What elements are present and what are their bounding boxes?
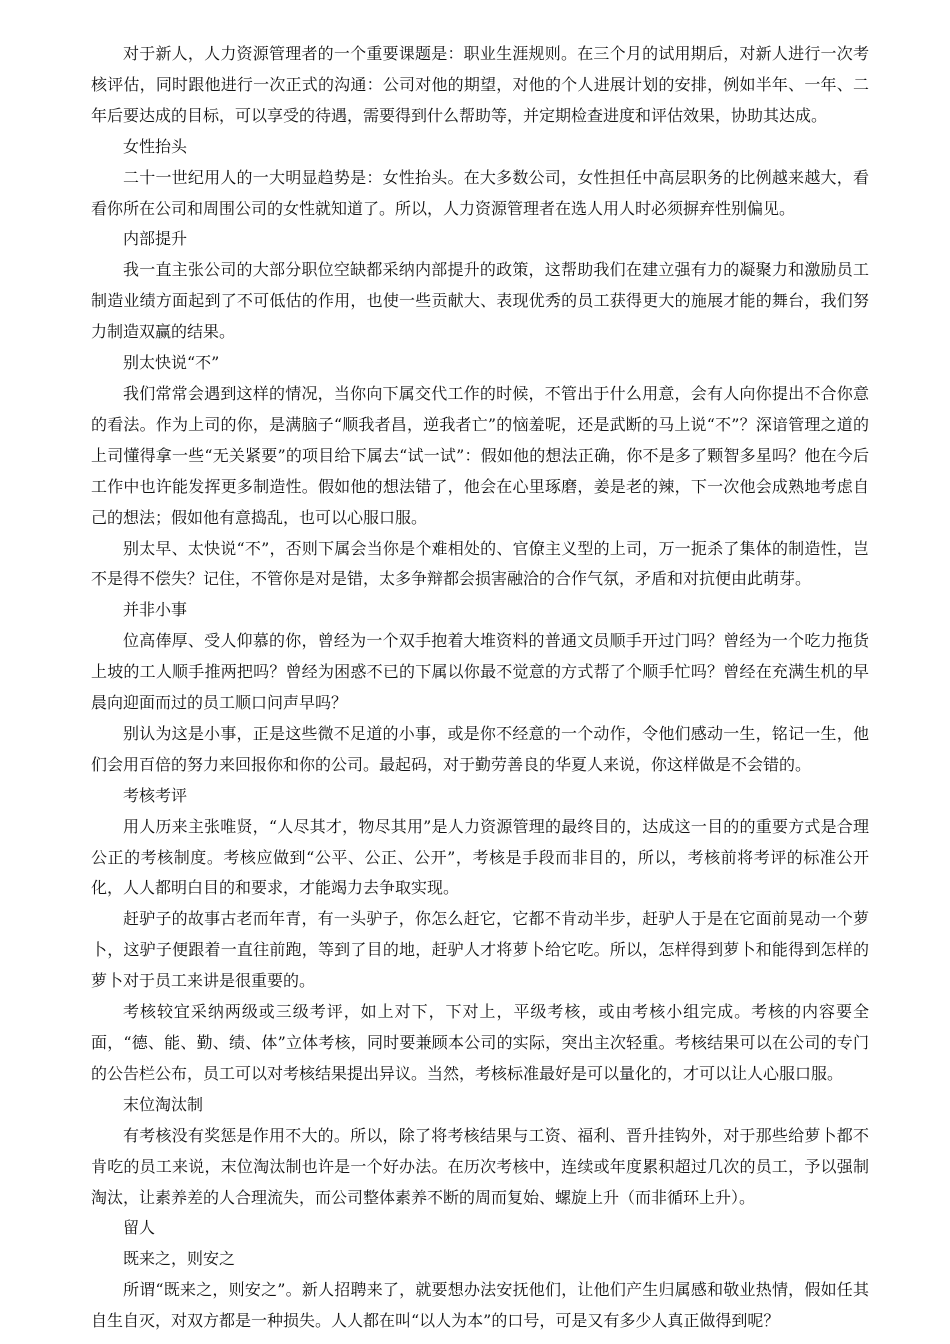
- document-page: [91, 39, 869, 1337]
- paragraph: 我们常常会遇到这样的情况，当你向下属交代工作的时候，不管出于什么用意，会有人向你提出不合你意的看法。作为上司的你，是满脑子“顺我者昌，逆我者亡”的恼羞呢，还是武断的马上说“不”？深谙管理之道的上司懂得拿一些“无关紧要”的项目给下属去“试一试”：假如他的想法正确，你不是多了颗智多星吗？他在今后工作中也许能发挥更多制造性。假如他的想法错了，他会在心里琢磨，姜是老的辣，下一次他会成熟地考虑自己的想法；假如他有意捣乱，也可以心服口服。: [91, 383, 869, 527]
- section-heading: 女性抬头: [123, 136, 188, 156]
- section-heading: 末位淘汰制: [123, 1094, 204, 1114]
- paragraph: 对于新人，人力资源管理者的一个重要课题是：职业生涯规则。在三个月的试用期后，对新人进行一次考核评估，同时跟他进行一次正式的沟通：公司对他的期望，对他的个人进展计划的安排，例如半年、一年、二年后要达成的目标，可以享受的待遇，需要得到什么帮助等，并定期检查进度和评估效果，协助其达成。: [91, 44, 869, 125]
- paragraph: 别认为这是小事，正是这些微不足道的小事，或是你不经意的一个动作，令他们感动一生，铭记一生，他们会用百倍的努力来回报你和你的公司。最起码，对于勤劳善良的华夏人来说，你这样做是不会错的。: [91, 723, 869, 774]
- paragraph: 考核较宜采纳两级或三级考评，如上对下，下对上，平级考核，或由考核小组完成。考核的内容要全面，“德、能、勤、绩、体”立体考核，同时要兼顾本公司的实际，突出主次轻重。考核结果可以在公司的专门的公告栏公布，员工可以对考核结果提出异议。当然，考核标准最好是可以量化的，才可以让人心服口服。: [91, 1002, 869, 1083]
- paragraph: 别太早、太快说“不”，否则下属会当你是个难相处的、官僚主义型的上司，万一扼杀了集体的制造性，岂不是得不偿失？记住，不管你是对是错，太多争辩都会损害融洽的合作气氛，矛盾和对抗便由此萌芽。: [91, 538, 869, 589]
- section-heading: 别太快说“不”: [123, 353, 220, 373]
- section-heading: 考核考评: [123, 785, 188, 805]
- section-heading: 内部提升: [123, 229, 188, 249]
- paragraph: 所谓“既来之，则安之”。新人招聘来了，就要想办法安抚他们，让他们产生归属感和敬业热情，假如任其自生自灭，对双方都是一种损失。人人都在叫“以人为本”的口号，可是又有多少人真正做得到呢？: [91, 1280, 869, 1331]
- paragraph: 二十一世纪用人的一大明显趋势是：女性抬头。在大多数公司，女性担任中高层职务的比例越来越大，看看你所在公司和周围公司的女性就知道了。所以，人力资源管理者在选人用人时必须摒弃性别偏见。: [91, 167, 869, 218]
- section-heading: 既来之，则安之: [123, 1249, 236, 1269]
- paragraph: 用人历来主张唯贤，“人尽其才，物尽其用”是人力资源管理的最终目的，达成这一目的的重要方式是合理公正的考核制度。考核应做到“公平、公正、公开”，考核是手段而非目的，所以，考核前将考评的标准公开化，人人都明白目的和要求，才能竭力去争取实现。: [91, 816, 869, 898]
- paragraph: 我一直主张公司的大部分职位空缺都采纳内部提升的政策，这帮助我们在建立强有力的凝聚力和激励员工制造业绩方面起到了不可低估的作用，也使一些贡献大、表现优秀的员工获得更大的施展才能的舞台，我们努力制造双赢的结果。: [91, 260, 869, 342]
- section-heading: 并非小事: [123, 600, 188, 620]
- paragraph: 有考核没有奖惩是作用不大的。所以，除了将考核结果与工资、福利、晋升挂钩外，对于那些给萝卜都不肯吃的员工来说，末位淘汰制也许是一个好办法。在历次考核中，连续或年度累积超过几次的员工，予以强制淘汰，让素养差的人合理流失，而公司整体素养不断的周而复始、螺旋上升（而非循环上升）。: [91, 1125, 869, 1207]
- section-heading: 留人: [123, 1218, 156, 1238]
- paragraph: 位高俸厚、受人仰慕的你，曾经为一个双手抱着大堆资料的普通文员顺手开过门吗？曾经为一个吃力拖货上坡的工人顺手推两把吗？曾经为困惑不已的下属以你最不觉意的方式帮了个顺手忙吗？曾经在充满生机的早晨向迎面而过的员工顺口问声早吗？: [91, 631, 869, 713]
- paragraph: 赶驴子的故事古老而年青，有一头驴子，你怎么赶它，它都不肯动半步，赶驴人于是在它面前晃动一个萝卜，这驴子便跟着一直往前跑，等到了目的地，赶驴人才将萝卜给它吃。所以，怎样得到萝卜和能得到怎样的萝卜对于员工来讲是很重要的。: [91, 909, 869, 991]
